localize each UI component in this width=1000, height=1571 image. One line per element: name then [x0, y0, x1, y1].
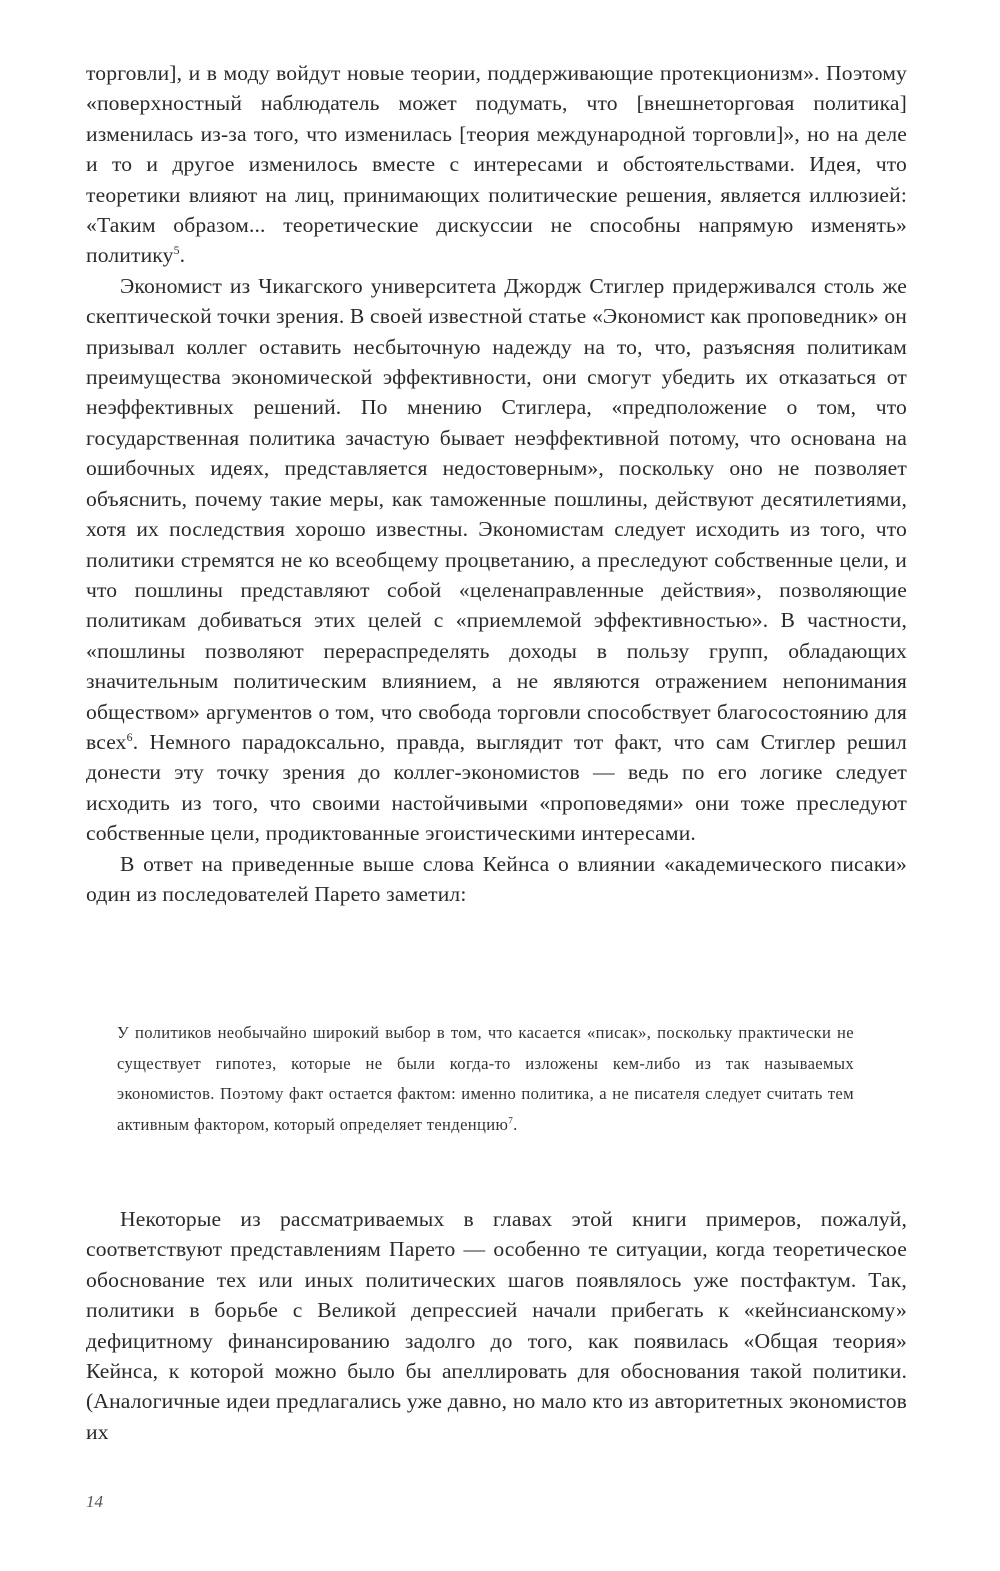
footnote-ref-5[interactable]: 5: [173, 243, 180, 258]
paragraph-stigler: Экономист из Чикагского университета Джордж Стиглер придерживался столь же скептической точки зрения. В своей известной статье «Экономист как проповедник» он призывал коллег оставить несбыточную надежду на то, что, разъясняя политикам преимущества экономической эффективности, они смогут убедить их отказаться от неэффективных решений. По мнению Стиглера, «предположение о том, что государственная политика зачастую бывает неэффективной потому, что основана на ошибочных идеях, представляется недостоверным», поскольку оно не позволяет объяснить, почему такие меры, как таможенные пошлины, действуют десятилетиями, хотя их последствия хорошо известны. Экономистам следует исходить из того, что политики стремятся не ко всеобщему процветанию, а преследуют собственные цели, и что пошлины представляют собой «целенаправленные действия», позволяющие политикам добиваться этих целей с «приемлемой эффективностью». В частности, «пошлины позволяют перераспределять доходы в пользу групп, обладающих значительным политическим влиянием, а не являются отражением непонимания обществом» аргументов о том, что свобода торговли способствует благосостоянию для всех$^6$. Немного парадоксально, правда, выглядит тот факт, что сам Стиглер решил донести эту точку зрения до коллег-экономистов — ведь по его логике следует исходить из того, что своими настойчивыми «проповедями» они тоже преследуют собственные цели, продиктованные эгоистическими интересами.: [86, 273, 907, 846]
page-number: 14: [86, 1492, 103, 1511]
body-text-bottom: [86, 1204, 907, 1447]
footnote-ref-7[interactable]: 7: [508, 1115, 514, 1126]
body-text-top: [86, 58, 907, 909]
paragraph-closing: Некоторые из рассматриваемых в главах этой книги примеров, пожалуй, соответствуют представлениям Парето — особенно те ситуации, когда теоретическое обоснование тех или иных политических шагов появлялось уже постфактум. Так, политики в борьбе с Великой депрессией начали прибегать к «кейнсианскому» дефицитному финансированию задолго до того, как появилась «Общая теория» Кейнса, к которой можно было бы апеллировать для обоснования такой политики. (Аналогичные идеи предлагались уже давно, но мало кто из авторитетных экономистов их: [86, 1207, 907, 1444]
footnote-ref-6[interactable]: 6: [126, 729, 133, 744]
block-quote: У политиков необычайно широкий выбор в том, что касается «писак», поскольку практически не существует гипотез, которые не были когда-то изложены кем-либо из так называемых экономистов. Поэтому факт остается фактом: именно политика, а не писателя следует считать тем активным фактором, который определяет тенденцию$^7$.: [117, 1023, 854, 1134]
paragraph-pareto-intro: В ответ на приведенные выше слова Кейнса о влиянии «академического писаки» один из последователей Парето заметил:: [86, 851, 907, 906]
paragraph-continuation: торговли], и в моду войдут новые теории, поддерживающие протекционизм». Поэтому «поверхностный наблюдатель может подумать, что [внешнеторговая политика] изменилась из-за того, что изменилась [теория международной торговли]», но на деле и то и другое изменилось вместе с интересами и обстоятельствами. Идея, что теоретики влияют на лиц, принимающих политические решения, является иллюзией: «Таким образом... теоретические дискуссии не способны напрямую изменять» политику$^5$.: [86, 61, 907, 268]
